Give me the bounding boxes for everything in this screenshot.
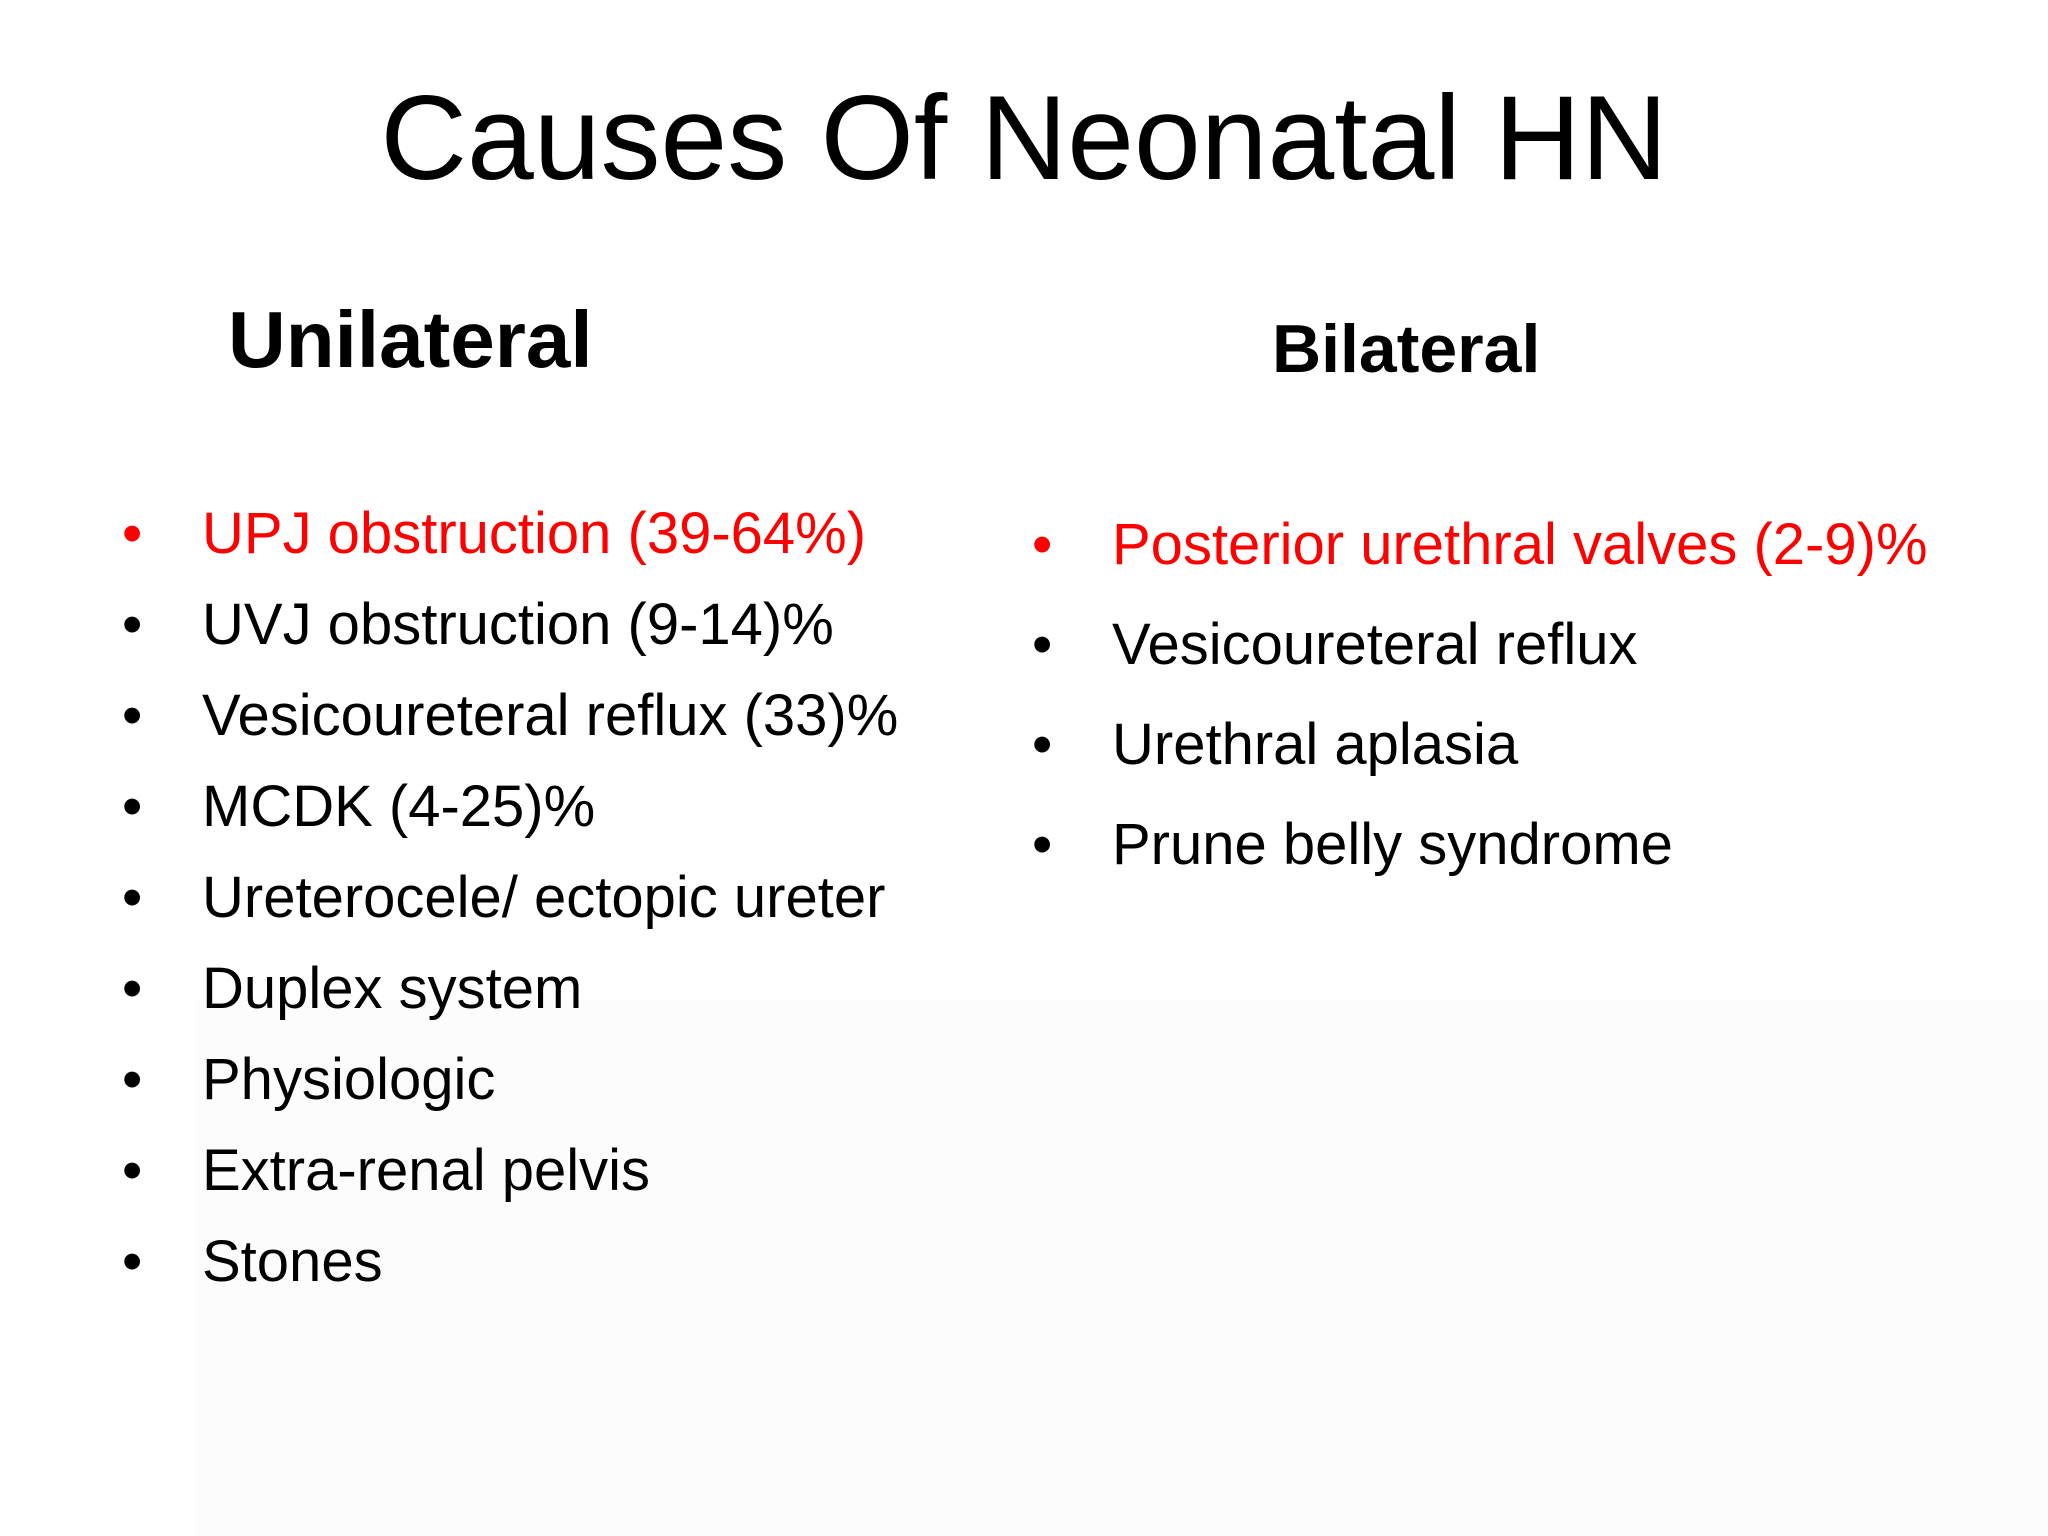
list-item-text: Physiologic (202, 1047, 496, 1112)
list-item-text: Stones (202, 1229, 383, 1294)
unilateral-item-physiologic (122, 1042, 982, 1133)
unilateral-list (122, 496, 982, 1315)
bullet-icon: • (122, 501, 143, 566)
bullet-icon: • (1032, 612, 1053, 677)
bilateral-item-vur (1032, 607, 2032, 707)
bilateral-item-prune-belly (1032, 807, 2032, 907)
bilateral-list (1032, 507, 2032, 907)
slide-title: Causes Of Neonatal HN (380, 71, 1668, 205)
unilateral-heading: Unilateral (228, 295, 593, 384)
bilateral-item-puv (1032, 507, 2032, 607)
bullet-icon: • (122, 683, 143, 748)
list-item-text: Posterior urethral valves (2-9)% (1112, 512, 1928, 577)
bullet-icon: • (122, 1138, 143, 1203)
bullet-icon: • (1032, 512, 1053, 577)
unilateral-item-duplex (122, 951, 982, 1042)
bullet-icon: • (122, 774, 143, 839)
bullet-icon: • (122, 1047, 143, 1112)
list-item-text: Extra-renal pelvis (202, 1138, 651, 1203)
list-item-text: MCDK (4-25)% (202, 774, 596, 839)
bullet-icon: • (122, 1229, 143, 1294)
list-item-text: UVJ obstruction (9-14)% (202, 592, 834, 657)
list-item-text: Vesicoureteral reflux (1112, 612, 1638, 677)
unilateral-item-ureterocele (122, 860, 982, 951)
unilateral-item-vur (122, 678, 982, 769)
bullet-icon: • (1032, 812, 1053, 877)
bilateral-item-aplasia (1032, 707, 2032, 807)
bullet-icon: • (1032, 712, 1053, 777)
bullet-icon: • (122, 956, 143, 1021)
bilateral-heading: Bilateral (1272, 311, 1541, 387)
list-item-text: Ureterocele/ ectopic ureter (202, 865, 886, 930)
unilateral-item-upj (122, 496, 982, 587)
unilateral-item-uvj (122, 587, 982, 678)
bullet-icon: • (122, 865, 143, 930)
list-item-text: Vesicoureteral reflux (33)% (202, 683, 899, 748)
unilateral-item-stones (122, 1224, 982, 1315)
unilateral-item-mcdk (122, 769, 982, 860)
unilateral-item-extrarenal (122, 1133, 982, 1224)
list-item-text: Prune belly syndrome (1112, 812, 1673, 877)
list-item-text: UPJ obstruction (39-64%) (202, 501, 867, 566)
list-item-text: Duplex system (202, 956, 583, 1021)
list-item-text: Urethral aplasia (1112, 712, 1519, 777)
bullet-icon: • (122, 592, 143, 657)
